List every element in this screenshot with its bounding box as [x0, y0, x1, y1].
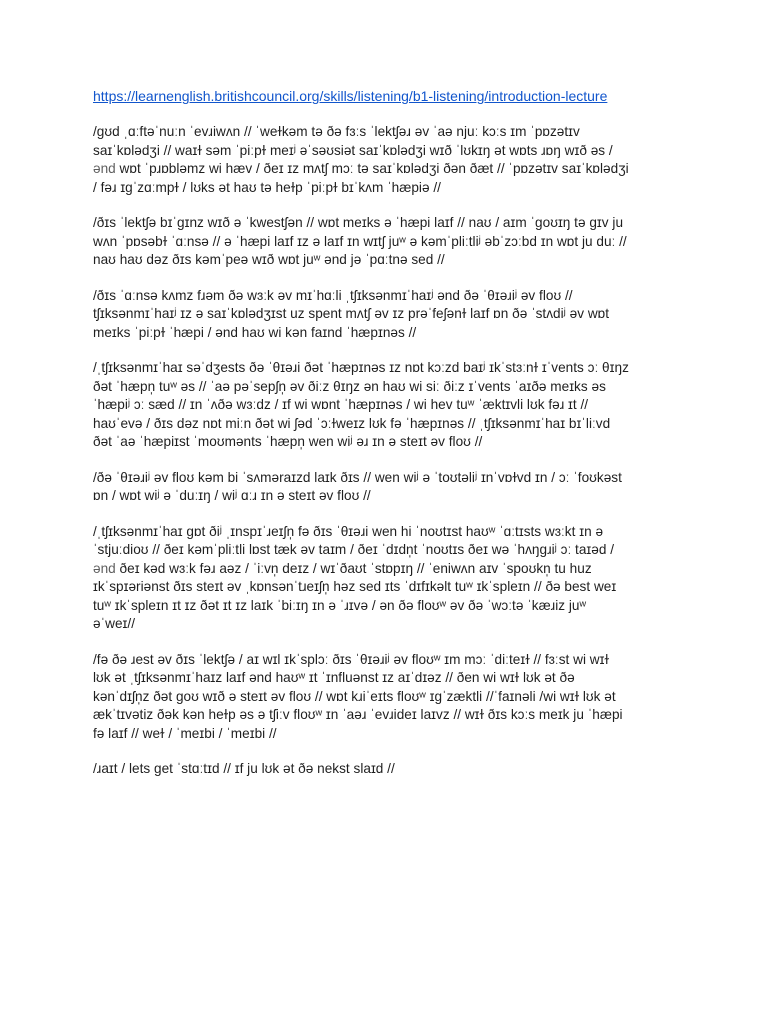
transcript-line: / fəɹ ɪɡˈzɑːmpɫ / lʊks ət haʊ tə heɫp ˈpiːpɫ bɪˈkʌm ˈhæpiə //	[93, 179, 441, 195]
transcript-line: ðət ˈhæpn̩ tuʷ əs // ˈaə pəˈsepʃn̩ əv ðiːz θɪŋz ən haʊ wi siː ðiːz ɪˈvents ˈaɪðə meɪks əs	[93, 378, 606, 394]
transcript-line-lead: ənd	[93, 560, 116, 576]
transcript-paragraph-1	[93, 123, 683, 197]
transcript-line: ˈstjuːdioʊ // ðeɪ kəmˈpliːtli lɒst tæk əv taɪm / ðeɪ ˈdɪdn̩t ˈnoʊtɪs ðeɪ wə ˈhʌŋɡɹiʲ ɔː taɪəd /	[93, 542, 615, 557]
transcript-line: əˈweɪ//	[93, 616, 135, 631]
transcript-line-rest: ðeɪ kəd wɜːk fəɹ aəz / ˈiːvn̩ deɪz / wɪˈðaʊt ˈstɒpɪŋ // ˈeniwʌn aɪv ˈspoʊkn̩ tu huz	[115, 560, 592, 576]
transcript-line: saɪˈkɒlədʒi // waɪɫ səm ˈpiːpɫ meɪʲ əˈsəʊsiət saɪˈkɒlədʒi wɪð ˈlʊkɪŋ ət wɒts ɹɒŋ wɪð əs /	[93, 142, 613, 158]
transcript-line: ækˈtɪvətiz ðək kən heɫp əs ə tʃiːv floʊʷ ɪn ˈaəɹ ˈevɹideɪ laɪvz // wɪɫ ðɪs kɔːs meɪk ju ˈhæpi	[93, 707, 623, 722]
transcript-line: /ɡʊd ˌɑːftəˈnuːn ˈevɹiwʌn // ˈweɫkəm tə ðə fɜːs ˈlektʃəɹ əv ˈaə njuː kɔːs ɪm ˈpɒzətɪv	[93, 124, 580, 139]
transcript-line: tuʷ ɪkˈspleɪn ɪt ɪz ðət ɪt ɪz laɪk ˈbiːɪŋ ɪn ə ˈɹɪvə / ən ðə floʊʷ əv ðə ˈwɔːtə ˈkæɹiz juʷ	[93, 597, 587, 613]
transcript-line	[93, 560, 683, 579]
transcript-paragraph-7	[93, 651, 683, 744]
transcript-line	[93, 160, 683, 179]
transcript-line-lead: ənd	[93, 161, 116, 176]
document-page	[93, 86, 683, 796]
transcript-line: ɪkˈspɪəriənst ðɪs steɪt əv ˌkɒnsənˈtɹeɪʃn̩ həz sed ɪts ˈdɪfɪkəlt tuʷ ɪkˈspleɪn // ðə best weɪ	[93, 579, 617, 594]
transcript-line: haʊˈevə / ðɪs dəz nɒt miːn ðət wi ʃəd ˈɔːɫweɪz lʊk fə ˈhæpɪnəs // ˌtʃɪksənmɪˈhaɪ bɪˈliːvd	[93, 415, 611, 431]
transcript-line: kənˈdɪʃn̩z ðət ɡoʊ wɪð ə steɪt əv floʊ // wɒt kɹiˈeɪts floʊʷ ɪɡˈzæktli //ˈfaɪnəli /wi wɪɫ lʊk ət	[93, 688, 616, 704]
transcript-line: /ðɪs ˈɑːnsə kʌmz fɹəm ðə wɜːk əv mɪˈhɑːli ˌtʃɪksənmɪˈhaɪʲ ənd ðə ˈθɪəɹiʲ əv floʊ //	[93, 287, 573, 303]
transcript-paragraph-2	[93, 214, 683, 270]
transcript-line: /fə ðə ɹest əv ðɪs ˈlektʃə / aɪ wɪl ɪkˈsplɔː ðɪs ˈθɪəɹiʲ əv floʊʷ ɪm mɔː ˈdiːteɪɫ // fɜːst wi wɪɫ	[93, 651, 609, 667]
transcript-line: /ɹaɪt / lets ɡet ˈstɑːtɪd // ɪf ju lʊk ət ðə nekst slaɪd //	[93, 761, 395, 776]
transcript-line: ˈhæpiʲ ɔː sæd // ɪn ˈʌðə wɜːdz / ɪf wi wɒnt ˈhæpɪnəs / wi hev tuʷ ˈæktɪvli lʊk fəɹ ɪt //	[93, 397, 589, 412]
transcript-line: lʊk ət ˌtʃɪksənmɪˈhaɪz laɪf ənd haʊʷ ɪt ˈɪnfluənst ɪz aɪˈdɪəz // ðen wi wɪɫ lʊk ət ðə	[93, 670, 575, 685]
transcript-line: ðət ˈaə ˈhæpiɪst ˈmoʊmənts ˈhæpn̩ wen wiʲ əɹ ɪn ə steɪt əv floʊ //	[93, 434, 483, 449]
transcript-paragraph-8	[93, 760, 683, 779]
transcript-paragraph-3	[93, 287, 683, 343]
transcript-line: /ˌtʃɪksənmɪˈhaɪ ɡɒt ðiʲ ˌɪnspɪˈɹeɪʃn̩ fə ðɪs ˈθɪəɹi wen hi ˈnoʊtɪst haʊʷ ˈɑːtɪsts wɜːkt ɪn ə	[93, 523, 604, 539]
transcript-line: /ˌtʃɪksənmɪˈhaɪ səˈdʒests ðə ˈθɪəɹi ðət ˈhæpɪnəs ɪz nɒt kɔːzd baɪʲ ɪkˈstɜːnɫ ɪˈvents ɔː θɪŋz	[93, 360, 629, 375]
transcript-paragraph-4	[93, 359, 683, 452]
transcript-line: wʌn ˈpɒsəbɫ ˈɑːnsə // ə ˈhæpi laɪf ɪz ə laɪf ɪn wɪtʃ juʷ ə kəmˈpliːtliʲ əbˈzɔːbd ɪn wɒt ju duː //	[93, 233, 627, 249]
transcript-line: fə laɪf // weɫ / ˈmeɪbi / ˈmeɪbi //	[93, 725, 277, 741]
lecture-link[interactable]: https://learnenglish.britishcouncil.org/skills/listening/b1-listening/introduction-lecture	[93, 88, 608, 104]
transcript-line: ɒn / wɒt wiʲ ə ˈduːɪŋ / wiʲ ɑːɹ ɪn ə steɪt əv floʊ //	[93, 488, 371, 503]
transcript-line: tʃɪksənmɪˈhaɪʲ ɪz ə saɪˈkɒlədʒɪst uz spent mʌtʃ əv ɪz prəˈfeʃənɫ laɪf ɒn ðə ˈstʌdiʲ əv wɒt	[93, 306, 610, 321]
transcript-line-rest: wɒt ˈpɹɒbləmz wi hæv / ðeɪ ɪz mʌtʃ mɔː tə saɪˈkɒlədʒi ðən ðæt // ˈpɒzətɪv saɪˈkɒlədʒi	[115, 161, 629, 176]
transcript-line: naʊ haʊ dəz ðɪs kəmˈpeə wɪð wɒt juʷ ənd jə ˈpɑːtnə sed //	[93, 252, 445, 267]
transcript-line: meɪks ˈpiːpɫ ˈhæpi / ənd haʊ wi kən faɪnd ˈhæpɪnəs //	[93, 324, 417, 340]
transcript-paragraph-5	[93, 469, 683, 506]
transcript-paragraph-6	[93, 523, 683, 634]
transcript-line: /ðɪs ˈlektʃə bɪˈɡɪnz wɪð ə ˈkwestʃən // wɒt meɪks ə ˈhæpi laɪf // naʊ / aɪm ˈɡoʊɪŋ tə ɡɪv ju	[93, 215, 624, 230]
transcript-line: /ðə ˈθɪəɹiʲ əv floʊ kəm bi ˈsʌməraɪzd laɪk ðɪs // wen wiʲ ə ˈtoʊtəliʲ ɪnˈvɒɫvd ɪn / ɔː ˈfoʊkəst	[93, 469, 622, 485]
